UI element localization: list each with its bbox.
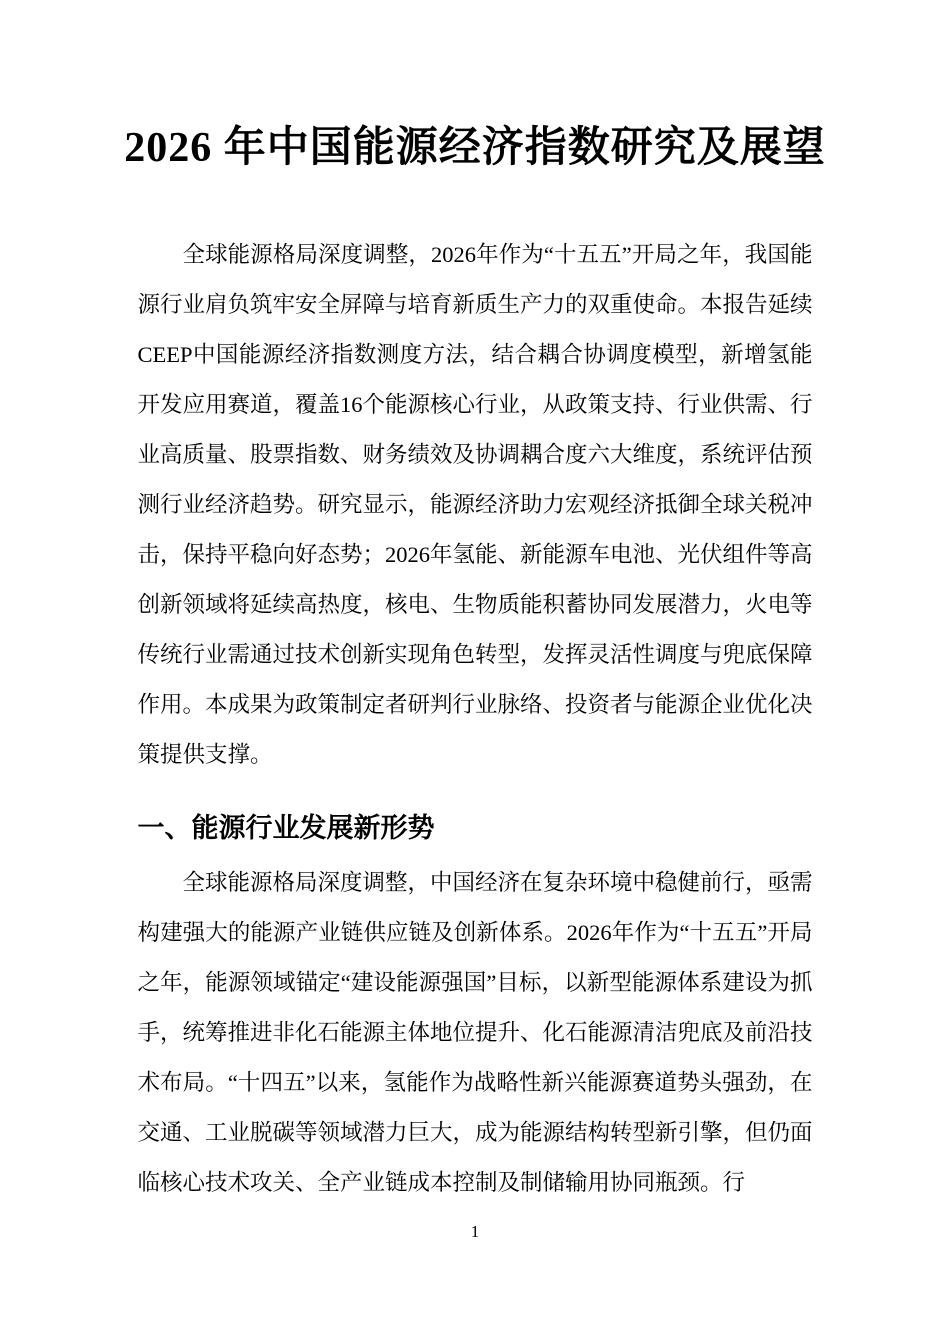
document-title: 2026 年中国能源经济指数研究及展望 — [124, 125, 826, 171]
document-body — [138, 230, 813, 1208]
abstract-paragraph: 全球能源格局深度调整，2026年作为“十五五”开局之年，我国能源行业肩负筑牢安全屏障与培育新质生产力的双重使命。本报告延续CEEP中国能源经济指数测度方法，结合耦合协调度模型，新增氢能开发应用赛道，覆盖16个能源核心行业，从政策支持、行业供需、行业高质量、股票指数、财务绩效及协调耦合度六大维度，系统评估预测行业经济趋势。研究显示，能源经济助力宏观经济抵御全球关税冲击，保持平稳向好态势；2026年氢能、新能源车电池、光伏组件等高创新领域将延续高热度，核电、生物质能积蓄协同发展潜力，火电等传统行业需通过技术创新实现角色转型，发挥灵活性调度与兜底保障作用。本成果为政策制定者研判行业脉络、投资者与能源企业优化决策提供支撑。 — [137, 242, 813, 767]
section-1-heading: 一、能源行业发展新形势 — [137, 813, 435, 843]
page-number: 1 — [470, 1222, 480, 1241]
section-1-paragraph: 全球能源格局深度调整，中国经济在复杂环境中稳健前行，亟需构建强大的能源产业链供应链及创新体系。2026年作为“十五五”开局之年，能源领域锚定“建设能源强国”目标，以新型能源体系建设为抓手，统筹推进非化石能源主体地位提升、化石能源清洁兜底及前沿技术布局。“十四五”以来，氢能作为战略性新兴能源赛道势头强劲，在交通、工业脱碳等领域潜力巨大，成为能源结构转型新引擎，但仍面临核心技术攻关、全产业链成本控制及制储输用协同瓶颈。行 — [137, 870, 813, 1195]
